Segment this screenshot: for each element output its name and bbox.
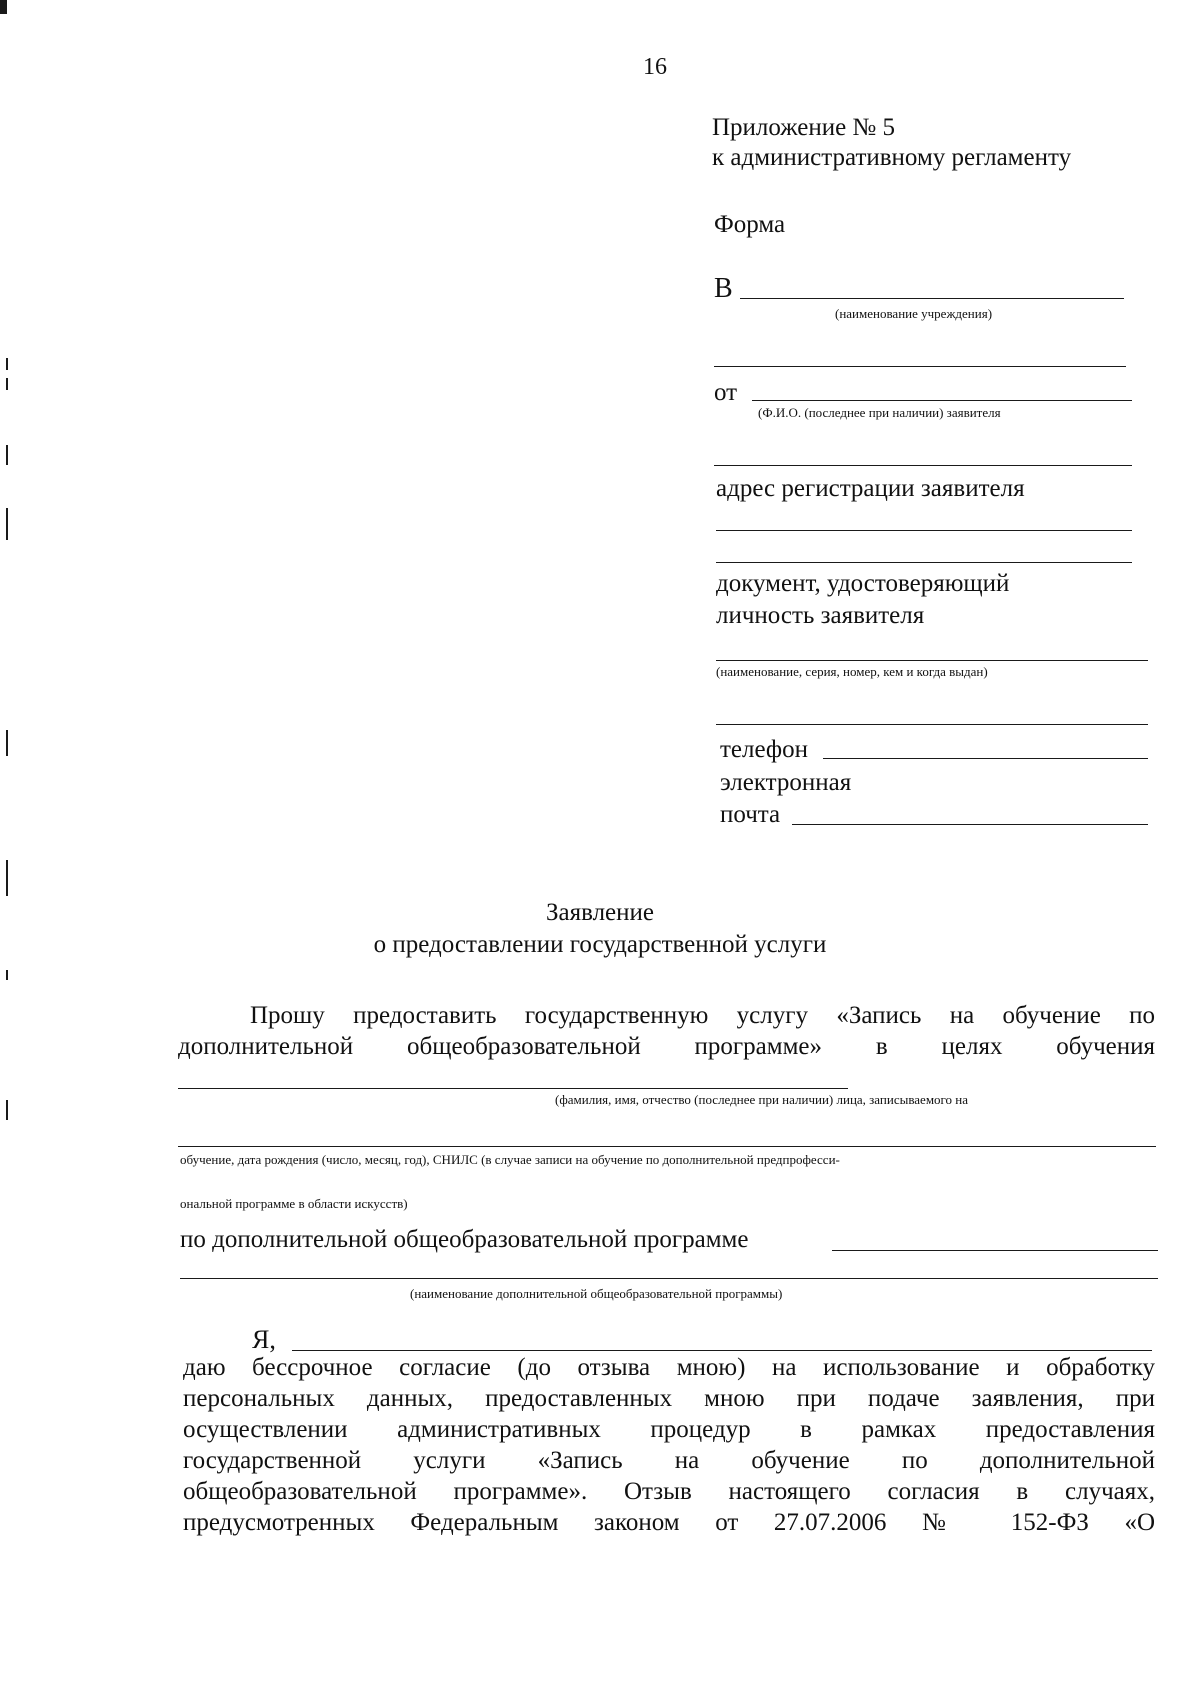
from-prefix: от: [714, 379, 738, 406]
consent-i-label: Я,: [252, 1325, 276, 1354]
scan-margin-mark: [6, 970, 8, 980]
email-field-line[interactable]: [792, 824, 1148, 825]
program-hint: (наименование дополнительной общеобразовательной программы): [410, 1286, 783, 1301]
institution-field-line[interactable]: [740, 298, 1124, 299]
consent-line-3: осуществлении административных процедур в рамках предоставления: [183, 1416, 1155, 1443]
program-field-line-2[interactable]: [180, 1278, 1158, 1279]
form-label: Форма: [714, 211, 786, 238]
person-field-line[interactable]: [178, 1088, 848, 1089]
phone-label: телефон: [720, 736, 808, 763]
program-field-line[interactable]: [832, 1250, 1158, 1251]
person-hint-3: ональной программе в области искусств): [180, 1196, 408, 1211]
institution-hint: (наименование учреждения): [835, 306, 993, 321]
id-doc-field-line-2[interactable]: [716, 724, 1148, 725]
consent-line-2: персональных данных, предоставленных мною при подаче заявления, при: [183, 1385, 1155, 1412]
email-label-2: почта: [720, 801, 781, 828]
request-line-2: дополнительной общеобразовательной программе» в целях обучения: [178, 1033, 1155, 1060]
appendix-subtitle: к административному регламенту: [712, 144, 1072, 171]
consent-line-4: государственной услуги «Запись на обучение по дополнительной: [183, 1447, 1155, 1474]
address-field-line-2[interactable]: [716, 562, 1132, 563]
email-label-1: электронная: [720, 769, 852, 796]
scan-margin-mark: [6, 1100, 8, 1120]
statement-title: Заявление: [545, 899, 655, 926]
fio-field-line-2[interactable]: [714, 465, 1132, 466]
phone-field-line[interactable]: [823, 758, 1148, 759]
appendix-title: Приложение № 5: [712, 114, 896, 141]
consent-line-1: даю бессрочное согласие (до отзыва мною) на использование и обработку: [183, 1354, 1155, 1381]
scan-margin-mark: [6, 508, 8, 540]
scan-margin-mark: [6, 730, 8, 756]
consent-name-field-line[interactable]: [292, 1350, 1152, 1351]
request-line-1: Прошу предоставить государственную услугу «Запись на обучение по: [250, 1002, 1155, 1029]
consent-line-5: общеобразовательной программе». Отзыв настоящего согласия в случаях,: [183, 1478, 1155, 1505]
page-number: 16: [643, 54, 667, 80]
address-field-line-1[interactable]: [716, 530, 1132, 531]
to-prefix: В: [714, 273, 733, 304]
address-label: адрес регистрации заявителя: [716, 475, 1025, 502]
institution-field-line-2[interactable]: [714, 366, 1126, 367]
consent-line-6: предусмотренных Федеральным законом от 27.07.2006 № 152-ФЗ «О: [183, 1509, 1155, 1536]
id-doc-hint: (наименование, серия, номер, кем и когда выдан): [716, 664, 988, 679]
id-doc-label-1: документ, удостоверяющий: [716, 570, 1010, 597]
fio-hint: (Ф.И.О. (последнее при наличии) заявителя: [758, 405, 1001, 420]
scan-margin-mark: [6, 860, 8, 896]
scan-margin-mark: [6, 445, 8, 465]
person-hint-1: (фамилия, имя, отчество (последнее при наличии) лица, записываемого на: [555, 1092, 969, 1107]
person-field-line-2[interactable]: [178, 1146, 1156, 1147]
program-label: по дополнительной общеобразовательной программе: [180, 1226, 749, 1253]
scan-margin-mark: [6, 358, 8, 370]
id-doc-label-2: личность заявителя: [716, 602, 925, 629]
scan-margin-mark: [6, 378, 8, 390]
fio-field-line[interactable]: [752, 400, 1132, 401]
person-hint-2: обучение, дата рождения (число, месяц, год), СНИЛС (в случае записи на обучение по дополнительной предпрофесси-: [180, 1152, 840, 1167]
scan-corner-mark: [0, 0, 7, 14]
id-doc-field-line[interactable]: [716, 660, 1148, 661]
statement-subtitle: о предоставлении государственной услуги: [373, 931, 827, 958]
